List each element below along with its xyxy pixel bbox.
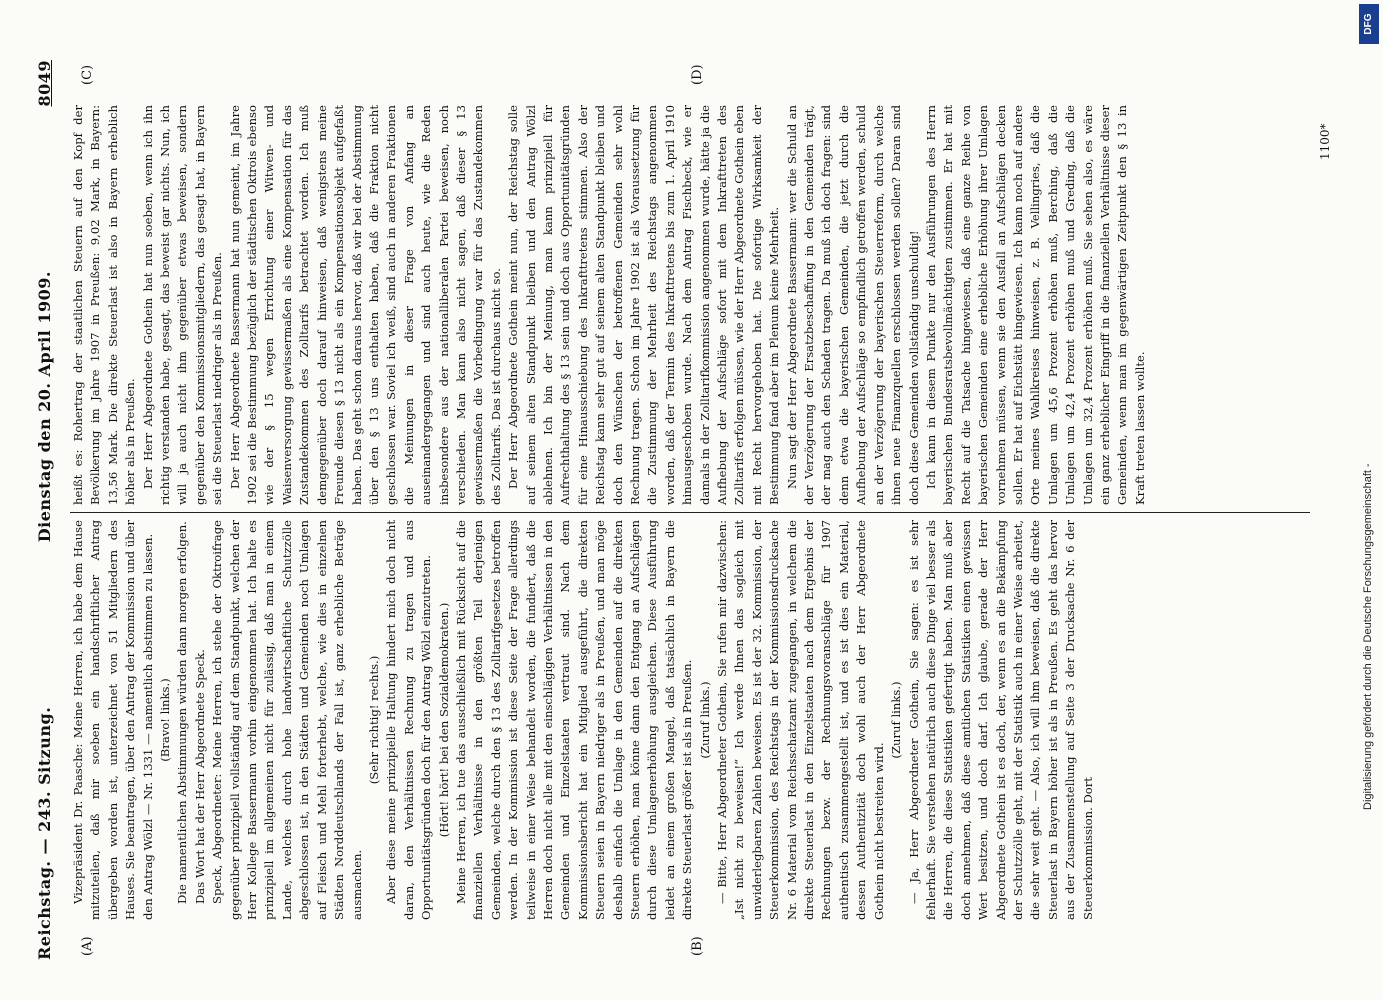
paragraph: Der Herr Abgeordnete Bassermann hat nun gemeint, im Jahre 1902 sei die Bestimmung bezüglich der städtischen Oktrois ebenso wie der § 15 wegen Errichtung einer Witwen- und Waisenversorgung gewissermaßen als eine Kompensation für das Zustandekommen des Zolltarifs betrachtet worden. Ich muß demgegenüber doch darauf hinweisen, daß wenigstens meine Freunde diesen § 13 nicht als ein Kompensationsobjekt aufgefaßt haben. Das geht schon daraus hervor, daß wir bei der Abstimmung über den § 13 uns enthalten haben, daß die Fraktion nicht geschlossen war. Soviel ich weiß, sind auch in anderen Fraktionen die Meinungen in dieser Frage von Anfang an auseinandergegangen und sind auch heute, wie die Reden insbesondere aus der nationalliberalen Partei beweisen, noch verschieden. Man kann also nicht sagen, daß dieser § 13 gewissermaßen die Vorbedingung war für das Zustandekommen des Zolltarifs. Das ist durchaus nicht so. [227,105,503,505]
interjection: (Bravo! links.) [158,678,173,762]
margin-marker-b: (B) [690,936,705,956]
header-date: Dienstag den 20. April 1909. [34,271,54,543]
interjection: (Zuruf links.) [889,681,904,759]
margin-marker-a: (A) [80,936,95,956]
paragraph: Speck, Abgeordneter: Meine Herren, ich stehe der Oktroifrage gegenüber prinzipiell vollständig auf dem Standpunkt, welchen der Herr Kollege Bassermann vorhin eingenommen hat. Ich halte es prinzipiell im allgemeinen nicht für zulässig, daß man in einem Lande, welches durch hohe landwirtschaftliche Schutzzölle abgeschlossen ist, in den Städten und Gemeinden noch Umlagen auf Fleisch und Mehl forterhebt, welche, wie dies in einzelnen Städten Norddeutschlands der Fall ist, ganz erhebliche Beträge ausmachen. [210,520,364,920]
interjection: (Hört! hört! bei den Sozialdemokraten.) [436,602,451,838]
credit-text: Digitalisierung gefördert durch die Deutsche Forschungsgemeinschaft - [1362,463,1374,810]
header-page-number: 8049 [34,60,54,107]
right-column [70,105,1310,505]
footer-number: 1100* [1318,123,1332,160]
interjection: (Zuruf links.) [697,681,712,759]
paragraph: Aber diese meine prinzipielle Haltung hindert mich doch nicht daran, den Verhältnissen Rechnung zu tragen und aus Opportunitätsgründen doch für den Antrag Wölzl einzutreten. [384,520,434,920]
left-column [70,520,1310,920]
header-session: Reichstag. — 243. Sitzung. [34,706,54,960]
interjection: (Sehr richtig! rechts.) [366,655,381,785]
paragraph: Meine Herren, ich tue das ausschließlich mit Rücksicht auf die finanziellen Verhältnisse in den größten Teil derjenigen Gemeinden, welche durch den § 13 des Zolltarifgesetzes betroffen werden. In der Kommission ist diese Seite der Frage allerdings teilweise in einer Weise behandelt worden, die fundiert, daß die Herren doch nicht alle mit den einschlägigen Verhältnissen in den Gemeinden und Einzelstaaten vertraut sind. Nach dem Kommissionsbericht hat ein Mitglied ausgeführt, die direkten Steuern seien in Bayern niedriger als in Preußen, und man möge deshalb einfach die Umlage in den Gemeinden auf die direkten Steuern erhöhen, man könne dann den Entgang an Aufschlägen durch diese Umlagenerhöhung ausgleichen. Diese Ausführung leidet an einem großen Mangel, daß tatsächlich in Bayern die direkte Steuerlast größer ist als in Preußen. [453,520,695,920]
paragraph: Der Herr Abgeordnete Gothein hat nun soeben, wenn ich ihn richtig verstanden habe, gesagt, das beweist gar nichts. Nun, ich will ja auch nicht ihm gegenüber etwas beweisen, sondern gegenüber den Kommissionsmitgliedern, das gesagt hat, in Bayern sei die Steuerlast niedriger als in Preußen. [140,105,225,505]
paragraph: Ich kann in diesem Punkte nur den Ausführungen des Herrn bayerischen Bundesratsbevollmächtigten zustimmen. Er hat mit Recht auf die Tatsache hingewiesen, daß eine ganze Reihe von bayerischen Gemeinden eine erhebliche Erhöhung ihrer Umlagen vornehmen müssen, wenn sie den Ausfall an Aufschlägen decken sollen. Er hat auf Eichstätt hingewiesen. Ich kann noch auf andere Orte meines Wahlkreises hinweisen, z. B. Vellingries, daß die Umlagen um 45,6 Prozent erhöhen muß, Berching, daß die Umlagen um 42,4 Prozent erhöhen muß und Greding, daß die Umlagen um 32,4 Prozent erhöhen muß. Sie sehen also, es wäre ein ganz erheblicher Eingriff in die finanziellen Verhältnisse dieser Gemeinden, wenn man im gegenwärtigen Zeitpunkt den § 13 in Kraft treten lassen wollte. [923,105,1147,505]
margin-marker-c: (C) [80,64,95,85]
paragraph: Der Herr Abgeordnete Gothein meint nun, der Reichstag solle auf seinem alten Standpunkt bleiben und den Antrag Wölzl ablehnen. Ich bin der Meinung, man kann prinzipiell für Aufrechthaltung des § 13 sein und doch aus Opportunitätsgründen für eine Hinausschiebung des Inkrafttretens stimmen. Also der Reichstag kann sehr gut auf seinem alten Standpunkt bleiben und doch den Wünschen der betroffenen Gemeinden sehr wohl Rechnung tragen. Schon im Jahre 1902 ist als Voraussetzung für die Zustimmung der Mehrheit des Reichstags angenommen worden, daß der Termin des Inkrafttretens bis zum 1. April 1910 hinausgeschoben wurde. Nach dem Antrag Fischbeck, wie er damals in der Zolltarifkommission angenommen wurde, hätte ja die Aufhebung der Aufschläge sofort mit dem Inkrafttreten des Zolltarifs erfolgen müssen, wie der Herr Abgeordnete Gothein eben mit Recht hervorgehoben hat. Die sofortige Wirksamkeit der Bestimmung fand aber im Plenum keine Mehrheit. [506,105,782,505]
paragraph: Das Wort hat der Herr Abgeordnete Speck. [192,649,207,904]
paragraph: — Bitte, Herr Abgeordneter Gothein, Sie rufen mir dazwischen: „Ist nicht zu beweisen!“ Ich werde Ihnen das sogleich mit unwiderlegbaren Zahlen beweisen. Es ist der 32. Kommission, der Steuerkommission, des Reichstags in der Kommissionsdrucksache Nr. 6 Material vom Reichsschatzamt zugegangen, in welchem die direkte Steuerlast in den Einzelstaaten nach dem Ergebnis der Rechnungen bezw. der Rechnungsvoranschläge für 1907 authentisch zusammengestellt ist, und es ist dies ein Material, dessen Authentizität doch wohl auch der Herr Abgeordnete Gothein nicht bestreiten wird. [715,520,886,920]
paragraph: Die namentlichen Abstimmungen würden dann morgen erfolgen. [175,521,190,904]
paragraph: — Ja, Herr Abgeordneter Gothein, Sie sagen: es ist sehr fehlerhaft. Sie verstehen natürlich auch diese Dinge viel besser als die Herren, die diese Statistiken gefertigt haben. Man muß aber doch annehmen, daß diese amtlichen Statistiken einen gewissen Wert besitzen, und doch darf. Ich glaube, gerade der Herr Abgeordnete Gothein ist es doch, der, wenn es an die Bekämpfung der Schutzzölle geht, mit der Statistik auch in einer Weise arbeitet, die sehr weit geht. — Also, ich will ihm beweisen, daß die direkte Steuerlast in Bayern höher ist als in Preußen. Es geht das hervor aus der Zusammenstellung auf Seite 3 der Drucksache Nr. 6 der Steuerkommission. Dort [906,520,1095,920]
dfg-logo: DFG [1359,4,1379,44]
paragraph: heißt es: Rohertrag der staatlichen Steuern auf den Kopf der Bevölkerung im Jahre 1907 in Preußen: 9,02 Mark, in Bayern: 13,56 Mark. Die direkte Steuerlast ist also in Bayern erheblich höher als in Preußen. [71,105,138,505]
page-header [30,60,58,960]
digitization-credit [1358,0,1380,1000]
column-divider [70,512,1310,513]
paragraph: Vizepräsident Dr. Paasche: Meine Herren, ich habe dem Hause mitzuteilen, daß mir soeben ein handschriftlicher Antrag übergeben worden ist, unterzeichnet von 51 Mitgliedern des Hauses. Sie beantragen, über den Antrag der Kommission und über den Antrag Wölzl — Nr. 1331 — namentlich abstimmen zu lassen. [71,520,155,920]
paragraph: Nun sagt der Herr Abgeordnete Bassermann: wer die Schuld an der Verzögerung der Ersatzbeschaffung in den Gemeinden trägt, der mag auch den Schaden tragen. Da muß ich doch fragen: sind denn etwa die bayerischen Gemeinden, die jetzt durch die Aufhebung der Aufschläge so empfindlich getroffen werden, schuld an der Verzögerung der bayerischen Steuerreform, durch welche ihnen neue Finanzquellen erschlossen werden sollen? Daran sind doch diese Gemeinden vollständig unschuldig! [784,105,921,505]
margin-marker-d: (D) [690,64,705,85]
